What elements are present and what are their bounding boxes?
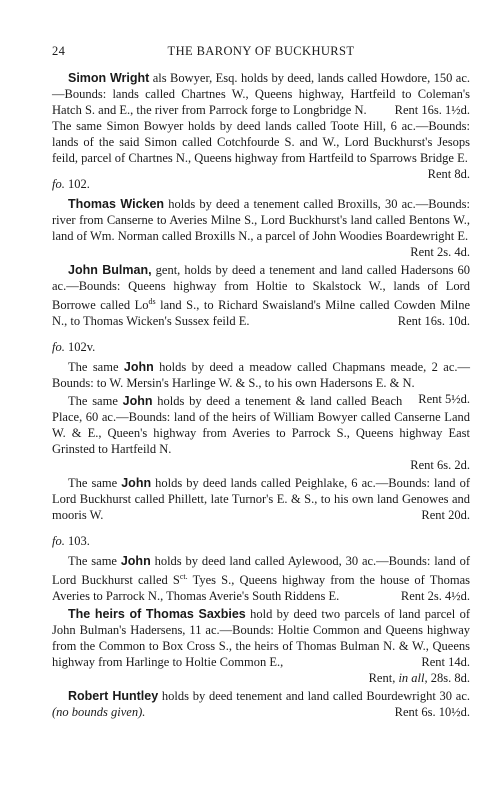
- entry-text: holds by deed lands called Peighlake, 6 ac.—Bounds: land of Lord Buckhurst called Phillett, late Turnor's E. & S., to his own land Genowes and mooris W.: [52, 476, 471, 523]
- folio-marker: fo. 103.: [52, 534, 90, 549]
- entry-john-bulman: [52, 262, 470, 329]
- entry-rent: Rent 2s. 4d.: [410, 245, 470, 259]
- entry-john-aylewood: The same John holds by deed land called Aylewood, 30 ac.—Bounds: land of Lord Buckhurst called $S^{ct.}$ Tyes S., Queens highway from the house of Thomas Averies to Parrock N., Thomas Averie's South Riddens E. Rent 2s. 4½d.: [52, 554, 470, 604]
- entry-thomas-wicken: [52, 196, 470, 244]
- entry-text: Tyes S., Queens highway from the house of Thomas Averies to Parrock N., Thomas Averie's South Riddens E.: [52, 573, 470, 604]
- entry-text: The same Simon Bowyer holds by deed lands called Toote Hill, 6 ac.—Bounds: lands of the said Simon called Cotchfourde S. and W., Lord Buckhurst's Jesops feild, parcel of Chartnes N., Queens highway from Hartfeild to Sparrows Bridge E.: [52, 119, 470, 165]
- entry-john-peighlake: The same John holds by deed lands called Peighlake, 6 ac.—Bounds: land of Lord Buckhurst called Phillett, late Turnor's E. & S., to his own land Genowes and mooris W. Rent 20d.: [52, 476, 471, 523]
- superscript: ct.: [179, 572, 188, 582]
- running-head: THE BARONY OF BUCKHURST: [167, 44, 355, 58]
- entry-rent: Rent 16s. 10d.: [397, 314, 470, 329]
- entry-name: John: [120, 554, 151, 569]
- entry-name: Thomas Wicken: [68, 197, 165, 211]
- folio-marker: fo. 102v.: [52, 340, 96, 355]
- entry-text: land S., to Richard Swaisland's Milne called Cowden Milne N., to Thomas Wicken's Sussex feild E.: [52, 298, 470, 329]
- superscript: ds: [148, 297, 156, 306]
- entry-john-beach-place: The same John holds by deed a tenement & land called Beach Place, 60 ac.—Bounds: land of the heirs of William Bowyer called Canserne Land W. & E., Queen's highway from Averies to Parrock S., Queens highway East Grinsted to Hartfeild N.: [52, 394, 470, 457]
- entry-name: John: [123, 360, 154, 375]
- entry-simon-wright: [52, 70, 470, 118]
- entry-rent-total: Rent, in all, 28s. 8d.: [368, 671, 470, 686]
- entry-text: als Bowyer, Esq. holds by deed, lands called Howdore, 150 ac.—Bounds: lands called Chartnes W., Queens highway, Hartfeild to Coleman's Hatch S. and E., the river from Parrock forge to Longbridge N.: [52, 71, 471, 117]
- entry-john-chapmans-meade: The same John holds by deed a meadow called Chapmans meade, 2 ac.—Bounds: to W. Mersin's Harlinge W. & S., to his own Hadersons E. & N. Rent 5½d.: [52, 360, 471, 407]
- entry-name: John Bulman,: [68, 263, 152, 277]
- entry-rent: Rent 14d.: [421, 655, 470, 670]
- page-header: [52, 44, 470, 62]
- entry-note: (no bounds given).: [52, 705, 146, 720]
- entry-name: The heirs of Thomas Saxbies: [68, 607, 246, 622]
- entry-text: holds by deed a tenement & land called Beach Place, 60 ac.—Bounds: land of the heirs of William Bowyer called Canserne Land W. & E., Queen's highway from Averies to Parrock S., Queens highway East Grinsted to Hartfeild N.: [52, 394, 470, 457]
- entry-name: Simon Wright: [68, 71, 150, 85]
- entry-text: gent, holds by deed a tenement and land called Hadersons 60 ac.—Bounds: Queens highway from Holtie to Skalstock W., lands of Lord Borrowe called Lo: [52, 263, 471, 313]
- entry-rent: Rent 16s. 1½d.: [394, 103, 470, 117]
- entry-name: John: [122, 394, 153, 409]
- entry-text: holds by deed tenement and land called Bourdewright 30 ac.: [161, 689, 471, 704]
- entry-rent: Rent 20d.: [421, 508, 470, 523]
- entry-rent: Rent 5½d.: [418, 392, 470, 407]
- entry-text: hold by deed two parcels of land parcel of John Bulman's Hadersens, 11 ac.—Bounds: Holtie Common and Queens highway from the Common to Box Cross S., the heirs of Thomas Bulman N. & W., Queens highway from Harlinge to Holtie Common E.,: [52, 607, 471, 670]
- entry-rent: Rent 6s. 2d.: [410, 458, 470, 473]
- page-number: 24: [52, 44, 66, 58]
- entry-name: Robert Huntley: [68, 689, 159, 704]
- entry-text: holds by deed a tenement called Broxills, 30 ac.—Bounds: river from Canserne to Averies Milne S., Lord Buckhurst's land called Bentons W., land of Wm. Norman called Broxills N., a parcel of John Woodies Boardewright E.: [52, 197, 470, 243]
- entry-name: John: [121, 476, 152, 491]
- entry-rent: Rent 8d.: [427, 167, 470, 181]
- entry-rent: Rent 6s. 10½d.: [394, 705, 470, 720]
- entry-text: holds by deed land called Aylewood, 30 ac.—Bounds: land of Lord Buckhurst called S: [52, 554, 470, 588]
- folio-marker: fo. 102.: [52, 177, 90, 191]
- entry-heirs-thomas-saxbies: [52, 606, 470, 670]
- entry-robert-huntley: [52, 688, 470, 720]
- entry-rent: Rent 2s. 4½d.: [400, 589, 470, 604]
- entry-simon-bowyer-toote-hill: [52, 118, 470, 181]
- entry-text: holds by deed a meadow called Chapmans meade, 2 ac.—Bounds: to W. Mersin's Harlinge W. & S., to his own Hadersons E. & N.: [52, 360, 471, 391]
